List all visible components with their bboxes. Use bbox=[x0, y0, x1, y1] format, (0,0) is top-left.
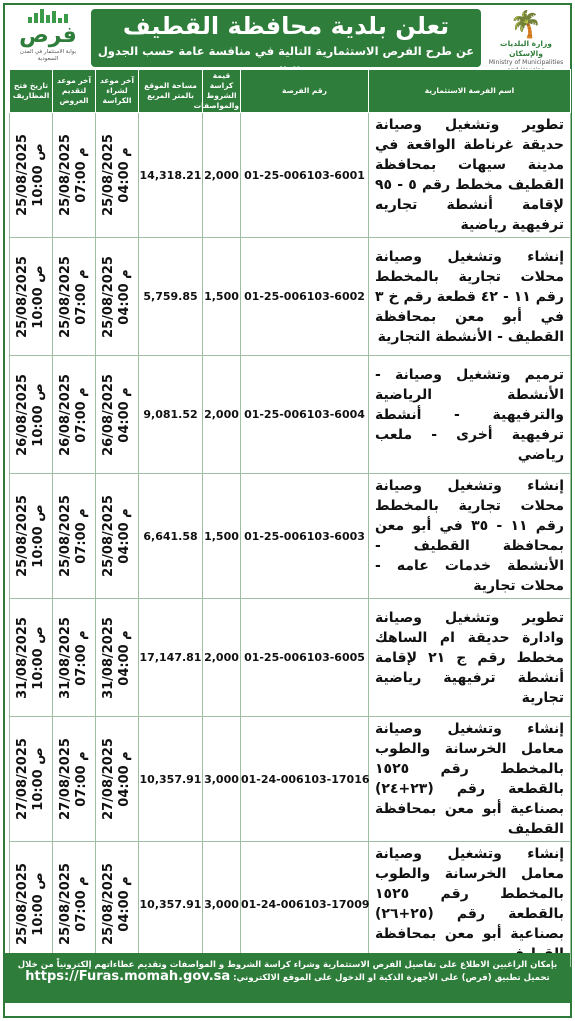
furas-logo bbox=[9, 9, 87, 65]
table-row bbox=[10, 842, 571, 967]
opportunity-ref: 01-25-006103-6004 bbox=[241, 356, 369, 474]
buy-deadline: 25/08/2025 04:00 م bbox=[101, 255, 132, 338]
title-banner bbox=[91, 9, 481, 67]
booklet-fee: 2,000 bbox=[203, 599, 241, 717]
opportunity-ref: 01-25-006103-6005 bbox=[241, 599, 369, 717]
booklet-fee: 2,000 bbox=[203, 113, 241, 238]
footer-line-1: بإمكان الراغبين الاطلاع على تفاصيل الفرص الاستثمارية وشراء كراسة الشروط و المواصفات وتقديم عطاءاتهم إلكترونياً من خلال bbox=[17, 960, 558, 970]
opportunity-ref: 01-24-006103-17016 bbox=[241, 717, 369, 842]
submit-deadline: 31/08/2025 07:00 م bbox=[58, 616, 89, 699]
ministry-logo bbox=[486, 11, 566, 65]
buy-deadline: 25/08/2025 04:00 م bbox=[101, 134, 132, 216]
envelope-opening-date: 25/08/2025 10:00 ص bbox=[15, 255, 46, 338]
opportunity-ref: 01-25-006103-6003 bbox=[241, 474, 369, 599]
table-row bbox=[10, 356, 571, 474]
booklet-fee: 2,000 bbox=[203, 356, 241, 474]
advertisement-frame bbox=[3, 3, 572, 1018]
furas-website-link[interactable]: https://Furas.momah.gov.sa bbox=[25, 969, 231, 984]
ministry-name-en: Ministry of Municipalities bbox=[488, 59, 564, 66]
submit-deadline: 25/08/2025 07:00 م bbox=[58, 495, 89, 577]
footer-line-2-text: تحميل تطبيق (فرص) على الأجهزة الذكية او الدخول على الموقع الالكتروني: bbox=[233, 973, 550, 983]
site-area: 9,081.52 bbox=[139, 356, 203, 474]
opportunity-ref: 01-25-006103-6002 bbox=[241, 238, 369, 356]
buy-deadline: 31/08/2025 04:00 م bbox=[101, 616, 132, 699]
submit-deadline: 26/08/2025 07:00 م bbox=[58, 373, 89, 456]
opportunity-name: إنشاء وتشغيل وصيانة معامل الخرسانة والطوب بالمخطط رقم ١٥٢٥ بالقطعة رقم (٢٣+٢٤) بصناعية أبو معن بمحافظة القطيف bbox=[369, 717, 571, 842]
submit-deadline: 25/08/2025 07:00 م bbox=[58, 134, 89, 216]
opportunity-name: إنشاء وتشغيل وصيانة معامل الخرسانة والطوب بالمخطط رقم ١٥٢٥ بالقطعة رقم (٢٥+٢٦) بصناعية أبو معن بمحافظة bbox=[369, 842, 571, 967]
ministry-name: وزارة البلديات والإسكان bbox=[500, 39, 552, 58]
table-row bbox=[10, 717, 571, 842]
opportunity-name: تطوير وتشغيل وصيانة وادارة حديقة ام الساهك مخطط رقم ج ٢١ لإقامة أنشطة ترفيهية رياضية تجارية bbox=[369, 599, 571, 717]
page-subtitle: عن طرح الفرص الاستثمارية التالية في منافسة عامة حسب الجدول bbox=[97, 44, 475, 58]
booklet-fee: 3,000 bbox=[203, 842, 241, 967]
opportunity-name: ترميم وتشغيل وصيانة - الأنشطة الرياضية والترفيهية - أنشطة ترفيهية أخرى - ملعب رياضي bbox=[369, 356, 571, 474]
header bbox=[5, 5, 570, 69]
col-header-buy: آخر موعد لشراء الكراسة bbox=[96, 70, 139, 113]
site-area: 17,147.81 bbox=[139, 599, 203, 717]
submit-deadline: 27/08/2025 07:00 م bbox=[58, 738, 89, 820]
col-header-submit: آخر موعد لتقديم العروض bbox=[53, 70, 96, 113]
envelope-opening-date: 26/08/2025 10:00 ص bbox=[15, 373, 46, 456]
opportunities-table bbox=[9, 69, 571, 967]
site-area: 10,357.91 bbox=[139, 842, 203, 967]
opportunity-name: تطوير وتشغيل وصيانة حديقة غرناطة الواقعة في مدينة سيهات بمحافظة القطيف مخطط رقم ٥ - ٩٥ لإقامة أنشطة تجاريه ترفيهية رياضية bbox=[369, 113, 571, 238]
envelope-opening-date: 25/08/2025 10:00 ص bbox=[15, 495, 46, 577]
buy-deadline: 25/08/2025 04:00 م bbox=[101, 495, 132, 577]
booklet-fee: 1,500 bbox=[203, 474, 241, 599]
opportunity-ref: 01-25-006103-6001 bbox=[241, 113, 369, 238]
brand-tag: بوابة الاستثمار في المدن السعودية bbox=[19, 49, 77, 62]
palm-emblem-icon: 🌴 bbox=[509, 10, 543, 40]
col-header-fee: قيمة كراسة الشروط والمواصفات bbox=[203, 70, 241, 113]
envelope-opening-date: 25/08/2025 10:00 ص bbox=[15, 863, 46, 945]
envelope-opening-date: 31/08/2025 10:00 ص bbox=[15, 616, 46, 699]
buy-deadline: 27/08/2025 04:00 م bbox=[101, 738, 132, 820]
table-header-row bbox=[10, 70, 571, 113]
table-row bbox=[10, 599, 571, 717]
submit-deadline: 25/08/2025 07:00 م bbox=[58, 863, 89, 945]
booklet-fee: 3,000 bbox=[203, 717, 241, 842]
envelope-opening-date: 25/08/2025 10:00 ص bbox=[15, 134, 46, 216]
site-area: 6,641.58 bbox=[139, 474, 203, 599]
footer-banner bbox=[5, 953, 570, 1003]
opportunity-name: إنشاء وتشغيل وصيانة محلات تجارية بالمخطط رقم ١١ - ٤٢ قطعة رقم خ ٣ في أبو معن بمحافظة القطيف - الأنشطة التجارية bbox=[369, 238, 571, 356]
table-row bbox=[10, 474, 571, 599]
envelope-opening-date: 27/08/2025 10:00 ص bbox=[15, 738, 46, 820]
opportunity-ref: 01-24-006103-17009 bbox=[241, 842, 369, 967]
site-area: 10,357.91 bbox=[139, 717, 203, 842]
col-header-open: تاريخ فتح المظاريف bbox=[10, 70, 53, 113]
brand-name: فرص bbox=[19, 23, 77, 48]
buy-deadline: 25/08/2025 04:00 م bbox=[101, 863, 132, 945]
booklet-fee: 1,500 bbox=[203, 238, 241, 356]
col-header-name: اسم الفرصة الاستثمارية bbox=[369, 70, 571, 113]
submit-deadline: 25/08/2025 07:00 م bbox=[58, 255, 89, 338]
table-row bbox=[10, 113, 571, 238]
opportunity-name: إنشاء وتشغيل وصيانة محلات تجارية بالمخطط رقم ١١ - ٣٥ في أبو معن بمحافظة القطيف - الأنشطة خدمات عامه - محلات تجارية bbox=[369, 474, 571, 599]
table-row bbox=[10, 238, 571, 356]
col-header-area: مساحة الموقع بالمتر المربع bbox=[139, 70, 203, 113]
col-header-ref: رقم الفرصة bbox=[241, 70, 369, 113]
footer-line-2 bbox=[5, 971, 570, 984]
buy-deadline: 26/08/2025 04:00 م bbox=[101, 373, 132, 456]
skyline-icon bbox=[9, 9, 87, 23]
page-title: تعلن بلدية محافظة القطيف bbox=[122, 12, 450, 40]
site-area: 14,318.21 bbox=[139, 113, 203, 238]
site-area: 5,759.85 bbox=[139, 238, 203, 356]
